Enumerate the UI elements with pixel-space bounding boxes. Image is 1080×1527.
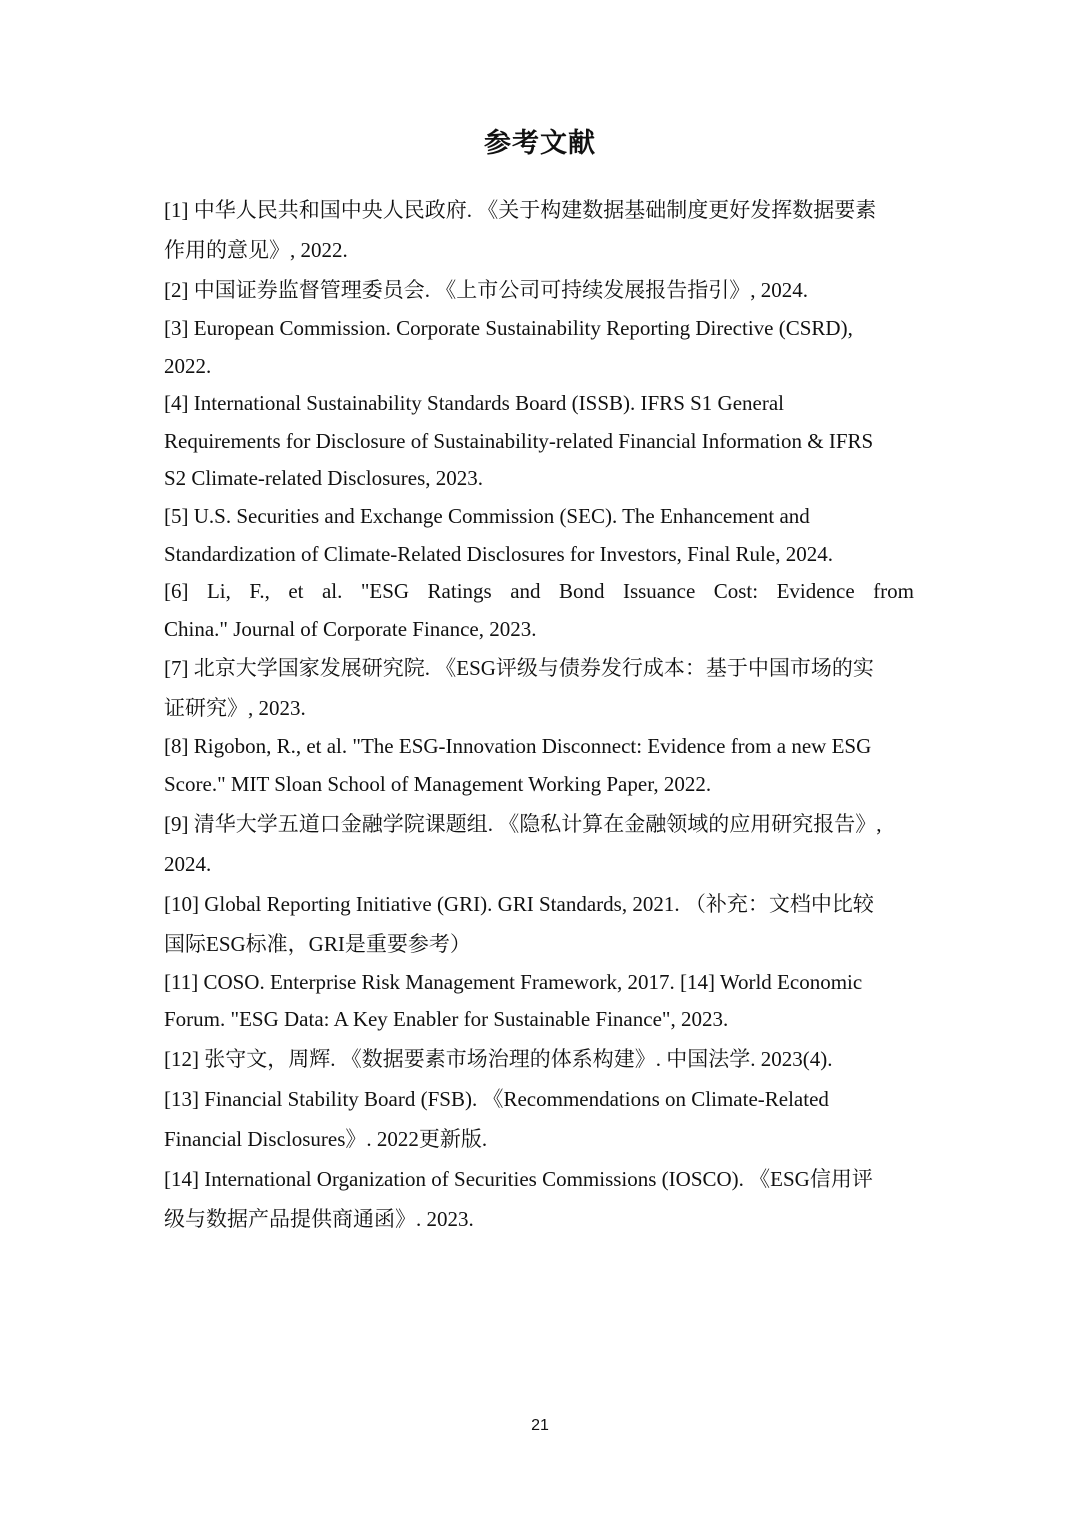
reference-line: 2022.: [164, 353, 212, 378]
reference-word: et: [288, 579, 304, 604]
reference-line-justified: [164, 573, 914, 611]
reference-line: 级与数据产品提供商通函》. 2023.: [164, 1206, 474, 1231]
reference-word: Ratings: [427, 579, 492, 604]
reference-line: [2] 中国证券监督管理委员会. 《上市公司可持续发展报告指引》, 2024.: [164, 278, 808, 302]
reference-item-7: [164, 648, 914, 728]
reference-item-13: [164, 1079, 914, 1159]
reference-line: [4] International Sustainability Standards Board (ISSB). IFRS S1 General: [164, 391, 785, 416]
reference-word: F.,: [249, 579, 270, 604]
reference-line: [12] 张守文，周辉. 《数据要素市场治理的体系构建》. 中国法学. 2023(4).: [164, 1046, 833, 1071]
reference-item-8: [164, 728, 914, 803]
reference-item-1: [164, 190, 914, 270]
reference-line: [14] International Organization of Securities Commissions (IOSCO). 《ESG信用评: [164, 1166, 873, 1191]
reference-line: [7] 北京大学国家发展研究院. 《ESG评级与债券发行成本：基于中国市场的实: [164, 656, 874, 681]
reference-line: 2024.: [164, 851, 212, 876]
reference-line: [3] European Commission. Corporate Sustainability Reporting Directive (CSRD),: [164, 316, 853, 340]
reference-word: [6]: [164, 579, 189, 604]
reference-word: "ESG: [360, 579, 410, 604]
reference-line: [13] Financial Stability Board (FSB). 《Recommendations on Climate-Related: [164, 1086, 829, 1111]
reference-line: Forum. "ESG Data: A Key Enabler for Sustainable Finance", 2023.: [164, 1007, 729, 1032]
reference-line: [1] 中华人民共和国中央人民政府. 《关于构建数据基础制度更好发挥数据要素: [164, 198, 877, 222]
reference-line: China." Journal of Corporate Finance, 2023.: [164, 616, 537, 641]
reference-line: [8] Rigobon, R., et al. "The ESG-Innovation Disconnect: Evidence from a new ESG: [164, 734, 872, 759]
reference-line: [10] Global Reporting Initiative (GRI). GRI Standards, 2021. （补充：文档中比较: [164, 891, 874, 916]
reference-list: [164, 190, 914, 1239]
reference-line: S2 Climate-related Disclosures, 2023.: [164, 466, 484, 491]
reference-word: Bond: [558, 579, 605, 604]
reference-line: 国际ESG标准，GRI是重要参考）: [164, 931, 471, 956]
page-title: 参考文献: [484, 128, 596, 159]
reference-line: Standardization of Climate-Related Disclosures for Investors, Final Rule, 2024.: [164, 541, 833, 566]
reference-word: Li,: [206, 579, 231, 604]
reference-word: Cost:: [713, 579, 759, 604]
reference-item-10: [164, 884, 914, 964]
reference-item-5: [164, 498, 914, 573]
reference-word: Evidence: [776, 579, 855, 604]
reference-item-3: [164, 310, 914, 385]
reference-item-14: [164, 1159, 914, 1239]
reference-line: Requirements for Disclosure of Sustainability-related Financial Information & IFRS: [164, 428, 874, 453]
reference-line: Score." MIT Sloan School of Management Working Paper, 2022.: [164, 771, 712, 796]
reference-word: from: [873, 579, 914, 604]
reference-line: [11] COSO. Enterprise Risk Management Framework, 2017. [14] World Economic: [164, 969, 863, 994]
reference-word: al.: [321, 579, 343, 604]
page-number: 21: [531, 1417, 549, 1434]
reference-item-4: [164, 385, 914, 498]
reference-item-6: [164, 573, 914, 648]
reference-word: and: [510, 579, 541, 604]
reference-line: 作用的意见》, 2022.: [164, 238, 348, 262]
reference-item-2: [164, 270, 914, 310]
reference-line: [5] U.S. Securities and Exchange Commission (SEC). The Enhancement and: [164, 503, 810, 528]
reference-item-9: [164, 804, 914, 884]
reference-line: 证研究》, 2023.: [164, 696, 306, 721]
reference-item-11: [164, 964, 914, 1039]
reference-line: [9] 清华大学五道口金融学院课题组. 《隐私计算在金融领域的应用研究报告》,: [164, 811, 882, 836]
reference-item-12: [164, 1039, 914, 1079]
reference-word: Issuance: [622, 579, 696, 604]
reference-line: Financial Disclosures》. 2022更新版.: [164, 1126, 488, 1151]
